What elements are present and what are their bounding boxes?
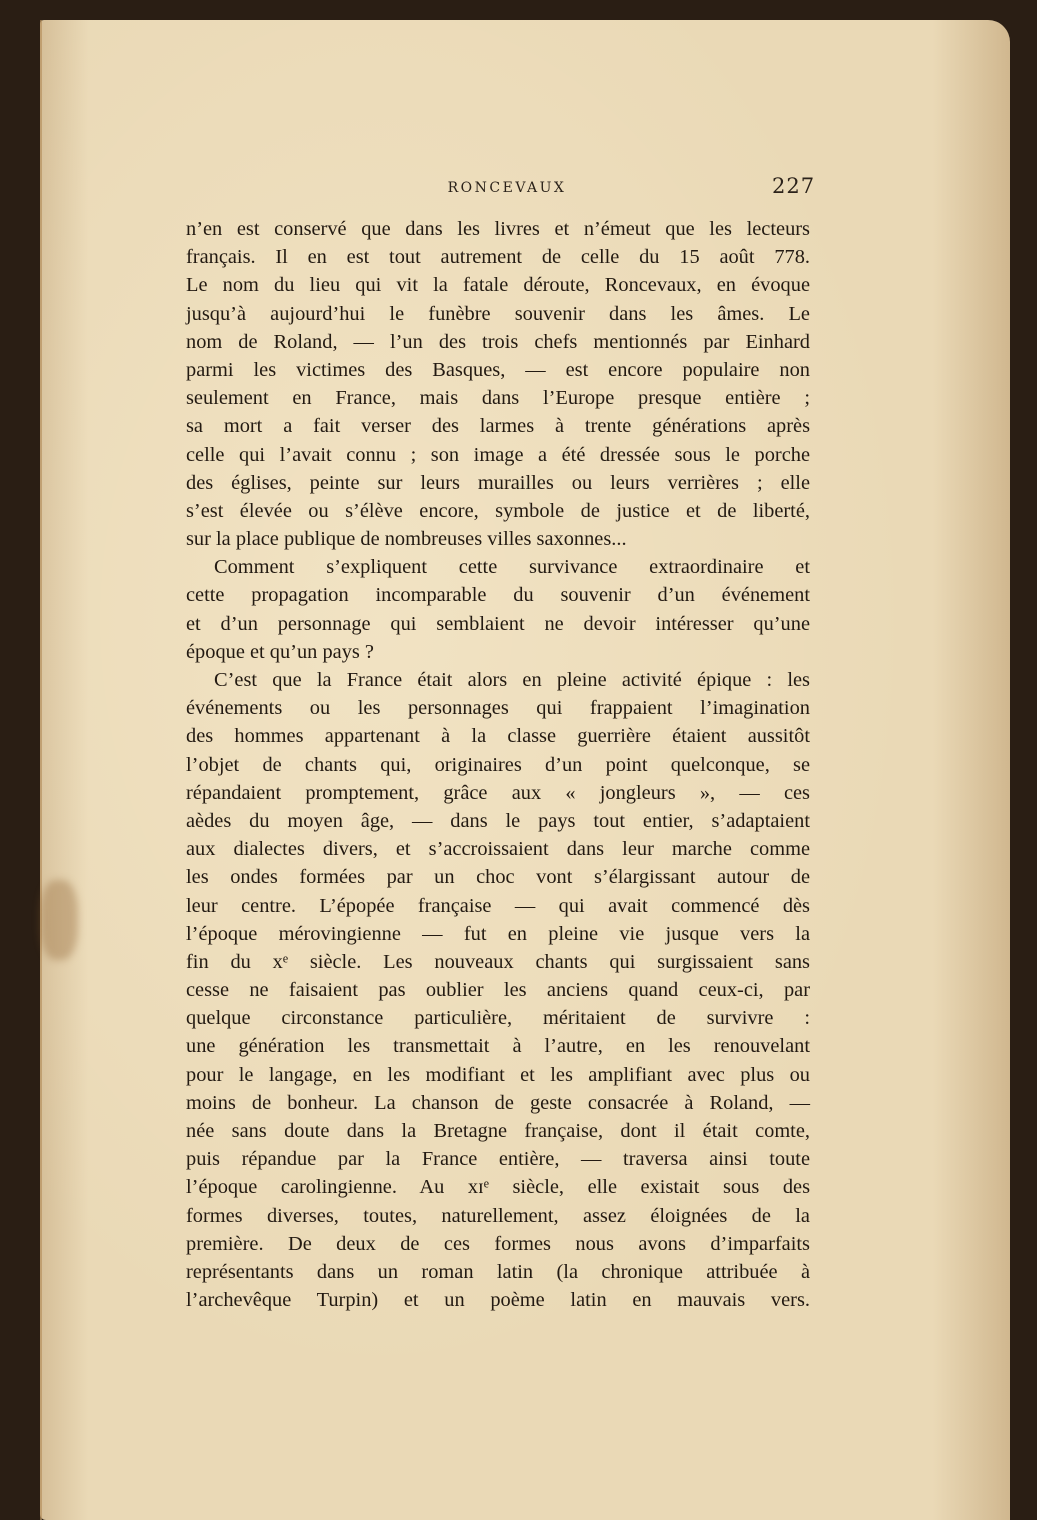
text-line: quelque circonstance particulière, méritaient de survivre :: [186, 1007, 810, 1030]
text-line: une génération les transmettait à l’autre, en les renouvelant: [186, 1035, 810, 1058]
text-line: Le nom du lieu qui vit la fatale déroute, Roncevaux, en évoque: [186, 274, 810, 297]
text-line: jusqu’à aujourd’hui le funèbre souvenir dans les âmes. Le: [186, 302, 810, 325]
text-line: époque et qu’un pays ?: [186, 640, 374, 663]
text-line: l’objet de chants qui, originaires d’un point quelconque, se: [186, 753, 810, 776]
text-line: des églises, peinte sur leurs murailles ou leurs verrières ; elle: [186, 471, 810, 494]
text-line: nom de Roland, — l’un des trois chefs mentionnés par Einhard: [186, 330, 810, 353]
text-line: n’en est conservé que dans les livres et n’émeut que les lecteurs: [186, 218, 810, 240]
text-line: et d’un personnage qui semblaient ne devoir intéresser qu’une: [186, 612, 810, 635]
paragraph-1: [186, 215, 810, 553]
text-line: celle qui l’avait connu ; son image a été dressée sous le porche: [186, 443, 810, 466]
text-line: parmi les victimes des Basques, — est encore populaire non: [186, 358, 810, 381]
body-text: [186, 215, 810, 1314]
text-line: aux dialectes divers, et s’accroissaient dans leur marche comme: [186, 838, 810, 861]
book-page: [40, 20, 1010, 1520]
text-line: représentants dans un roman latin (la chronique attribuée à: [186, 1260, 810, 1283]
text-line: l’époque mérovingienne — fut en pleine vie jusque vers la: [186, 922, 810, 945]
text-line: l’archevêque Turpin) et un poème latin en mauvais vers.: [186, 1289, 810, 1312]
paragraph-2: [186, 553, 810, 666]
text-line: répandaient promptement, grâce aux « jongleurs », — ces: [186, 781, 810, 804]
text-line: sur la place publique de nombreuses villes saxonnes...: [186, 528, 627, 551]
text-line: moins de bonheur. La chanson de geste consacrée à Roland, —: [186, 1091, 810, 1114]
text-line: s’est élevée ou s’élève encore, symbole de justice et de liberté,: [186, 499, 810, 522]
text-line: cesse ne faisaient pas oublier les anciens quand ceux-ci, par: [186, 979, 810, 1002]
text-line: cette propagation incomparable du souvenir d’un événement: [186, 584, 810, 607]
text-line: fin du xᵉ siècle. Les nouveaux chants qui surgissaient sans: [186, 950, 810, 973]
text-line: les ondes formées par un choc vont s’élargissant autour de: [186, 866, 810, 889]
page-number: 227: [772, 174, 816, 198]
text-line: aèdes du moyen âge, — dans le pays tout entier, s’adaptaient: [186, 809, 810, 832]
text-line: C’est que la France était alors en pleine activité épique : les: [214, 669, 810, 691]
text-line: seulement en France, mais dans l’Europe presque entière ;: [186, 387, 810, 410]
running-title: RONCEVAUX: [447, 180, 567, 196]
text-line: puis répandue par la France entière, — traversa ainsi toute: [186, 1148, 810, 1171]
text-line: première. De deux de ces formes nous avons d’imparfaits: [186, 1232, 810, 1255]
text-line: des hommes appartenant à la classe guerrière étaient aussitôt: [186, 725, 810, 748]
text-line: l’époque carolingienne. Au xɪᵉ siècle, elle existait sous des: [186, 1176, 810, 1199]
text-line: née sans doute dans la Bretagne française, dont il était comte,: [186, 1120, 810, 1142]
text-line: Comment s’expliquent cette survivance extraordinaire et: [214, 556, 810, 579]
text-line: pour le langage, en les modifiant et les amplifiant avec plus ou: [186, 1063, 810, 1086]
text-line: événements ou les personnages qui frappaient l’imagination: [186, 697, 810, 720]
text-line: français. Il en est tout autrement de celle du 15 août 778.: [186, 246, 810, 269]
text-line: formes diverses, toutes, naturellement, assez éloignées de la: [186, 1204, 810, 1227]
text-line: sa mort a fait verser des larmes à trente générations après: [186, 415, 810, 438]
text-line: leur centre. L’épopée française — qui avait commencé dès: [186, 894, 810, 917]
paper-stain: [40, 880, 78, 960]
paragraph-3: [186, 666, 810, 1314]
running-head: [40, 174, 1010, 206]
